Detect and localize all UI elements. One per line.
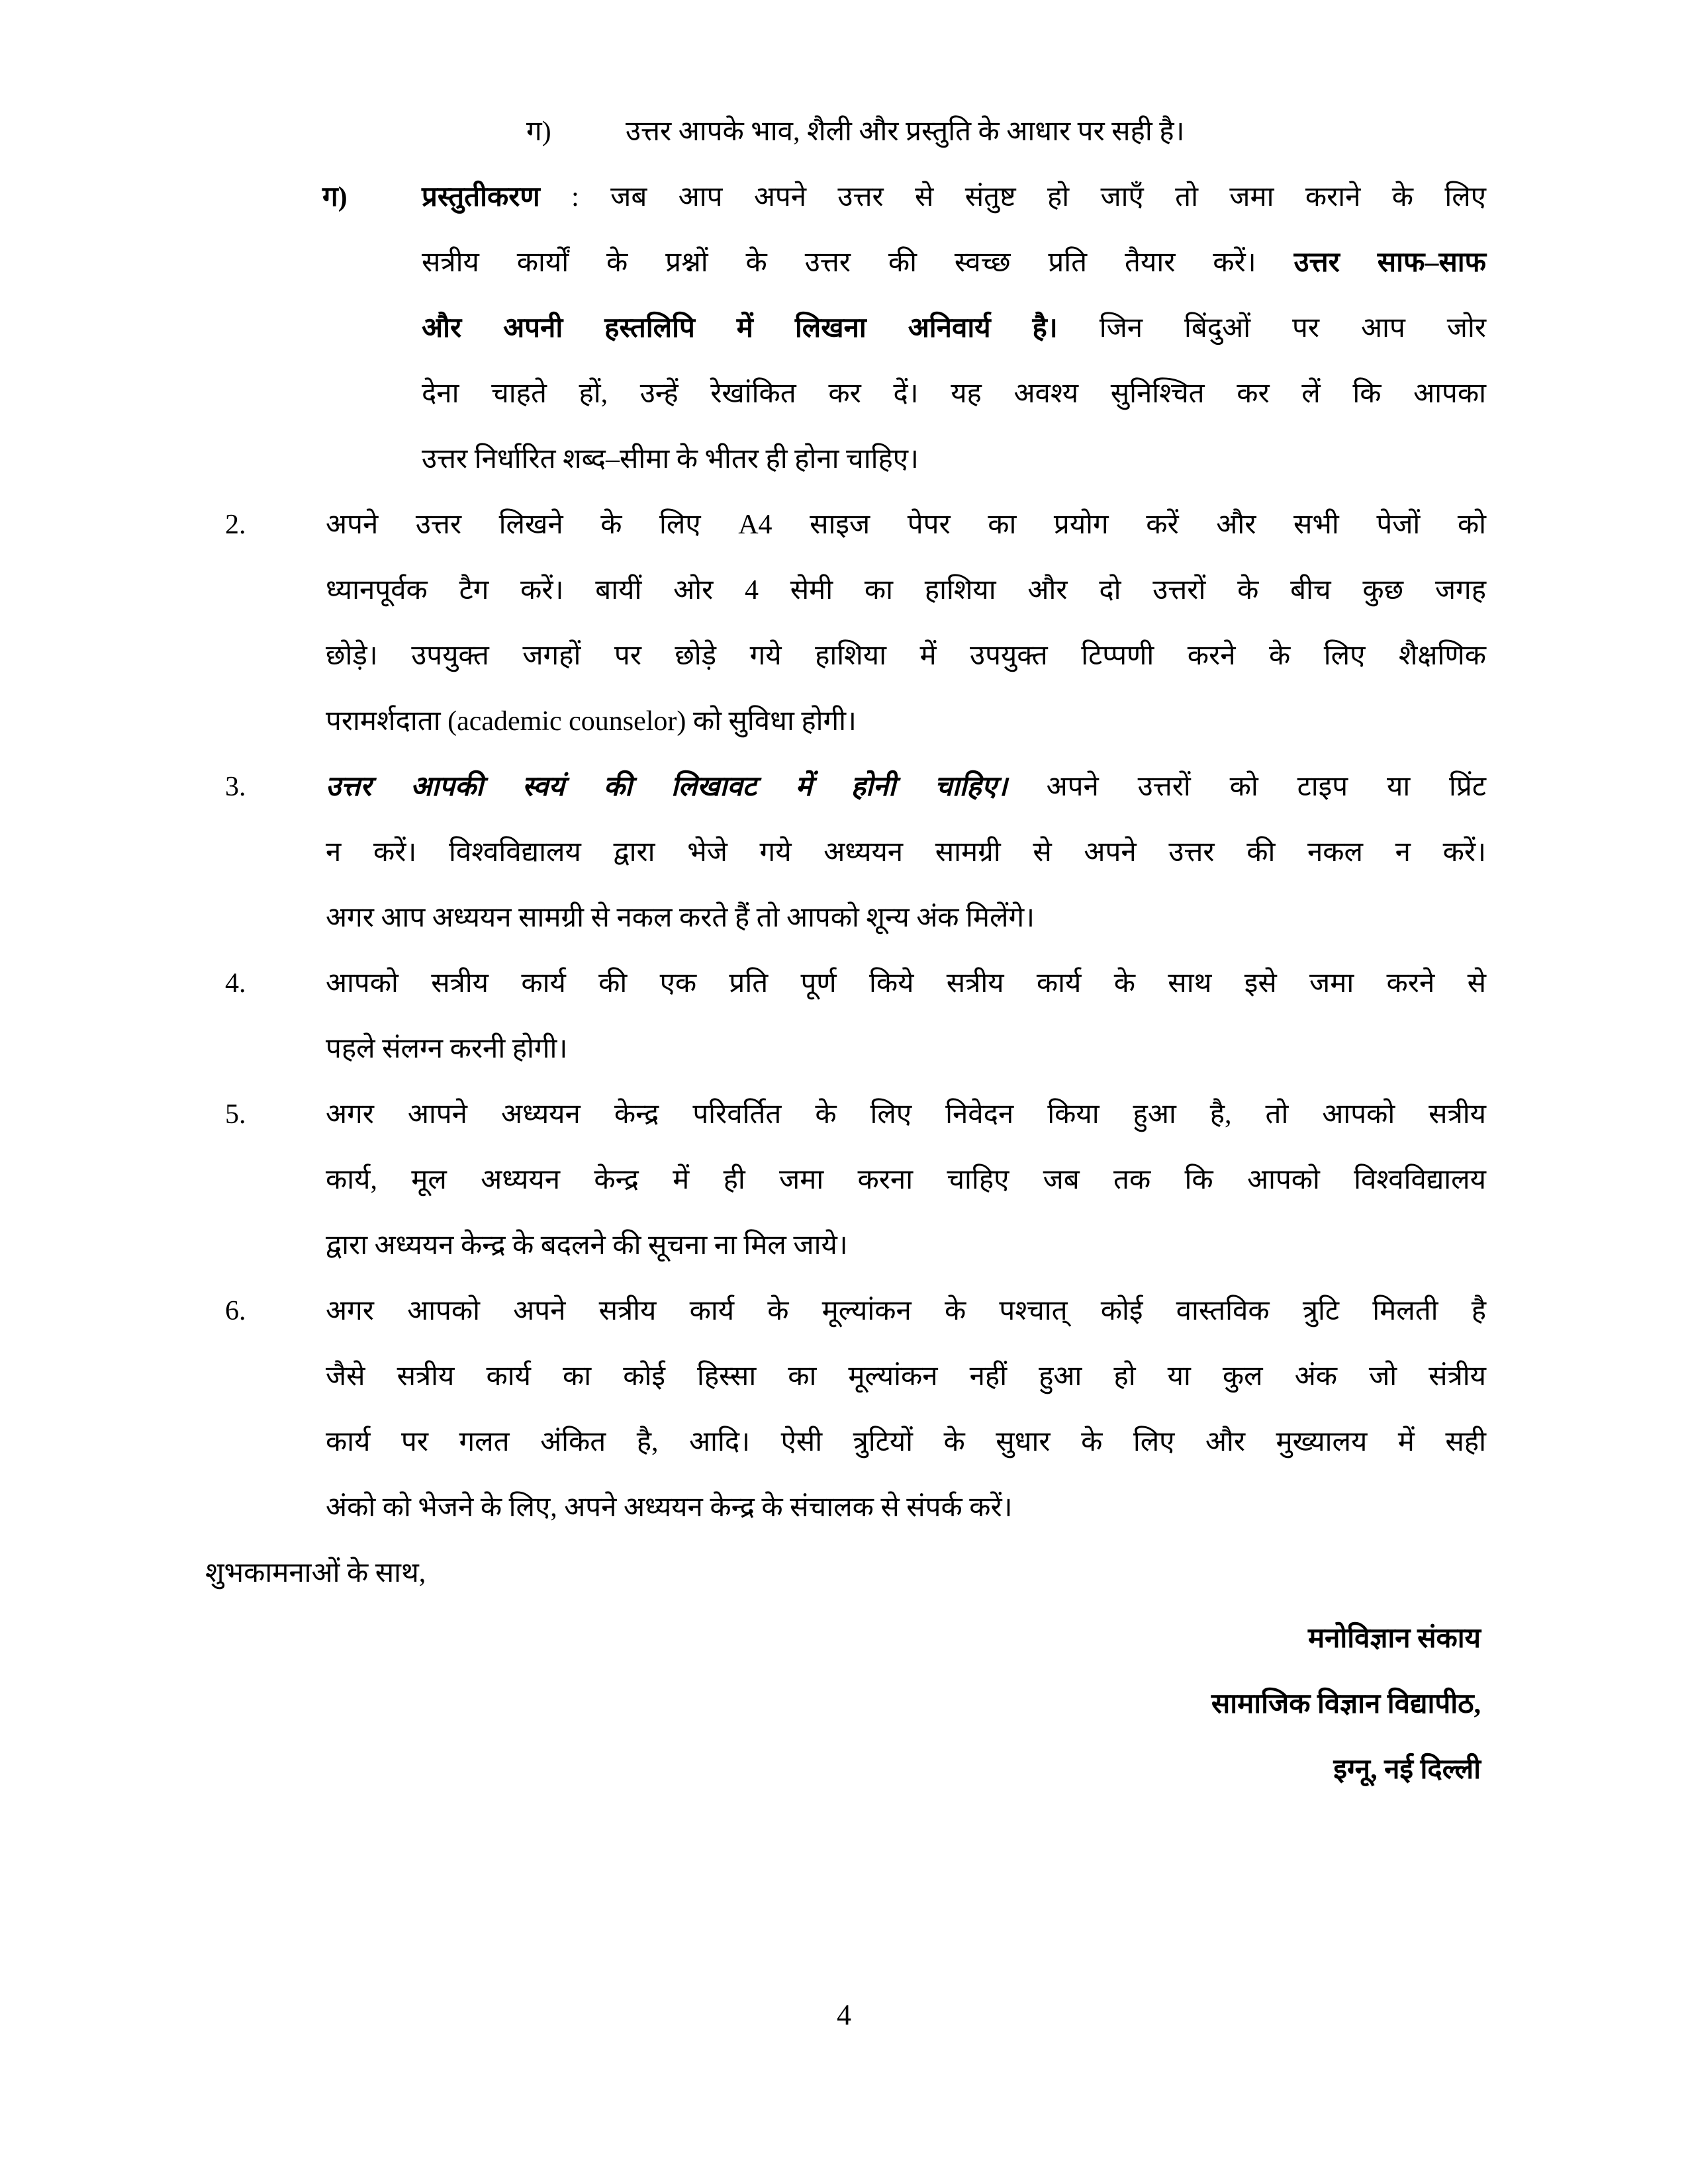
item6-line-4: अंको को भेजने के लिए, अपने अध्ययन केन्द्र के संचालक से संपर्क करें।: [326, 1492, 1013, 1523]
list-marker-3: 3.: [225, 772, 246, 802]
sub-list-item-ga: [526, 99, 1486, 165]
item2-line-3: छोड़े। उपयुक्त जगहों पर छोड़े गये हाशिया में उपयुक्त टिप्पणी करने के लिए शैक्षणिक: [326, 641, 1486, 671]
presentation-line-3-bold: और अपनी हस्तलिपि में लिखना अनिवार्य है।: [422, 313, 1100, 343]
item3-line-2: न करें। विश्वविद्यालय द्वारा भेजे गये अध्ययन सामग्री से अपने उत्तर की नकल न करें।: [326, 837, 1486, 868]
item3-line-1-regular: अपने उत्तरों को टाइप या प्रिंट: [1046, 772, 1486, 802]
presentation-line-2: [422, 230, 1486, 296]
sub-list-marker-ga: ग): [526, 116, 551, 147]
list-item-4: [225, 951, 1486, 1082]
item2-line-1: अपने उत्तर लिखने के लिए A4 साइज पेपर का प्रयोग करें और सभी पेजों को: [326, 510, 1486, 540]
list-item-3: [225, 754, 1486, 951]
list-item-5: [225, 1082, 1486, 1279]
item5-line-3: द्वारा अध्ययन केन्द्र के बदलने की सूचना ना मिल जाये।: [326, 1230, 848, 1261]
closing-salutation: शुभकामनाओं के साथ,: [205, 1558, 426, 1588]
item6-line-3: कार्य पर गलत अंकित है, आदि। ऐसी त्रुटियों के सुधार के लिए और मुख्यालय में सही: [326, 1427, 1486, 1457]
list-marker-2: 2.: [225, 510, 246, 540]
signature-block: [0, 1606, 1481, 1803]
list-marker-presentation: ग): [322, 182, 348, 212]
item2-line-2: ध्यानपूर्वक टैग करें। बायीं ओर 4 सेमी का हाशिया और दो उत्तरों के बीच कुछ जगह: [326, 575, 1486, 606]
presentation-line-3-regular: जिन बिंदुओं पर आप जोर: [1099, 313, 1486, 343]
list-item-presentation: [322, 165, 1486, 492]
signature-university: इग्नू, नई दिल्ली: [1333, 1754, 1481, 1785]
list-marker-6: 6.: [225, 1296, 246, 1326]
list-marker-4: 4.: [225, 968, 246, 999]
presentation-line-2-bold: उत्तर साफ–साफ: [1293, 248, 1486, 278]
presentation-line-4: देना चाहते हों, उन्हें रेखांकित कर दें। यह अवश्य सुनिश्चित कर लें कि आपका: [422, 379, 1486, 409]
item3-line-1: [326, 754, 1486, 820]
signature-faculty: मनोविज्ञान संकाय: [1307, 1623, 1481, 1654]
document-body: [0, 99, 1688, 1803]
presentation-heading: प्रस्तुतीकरण: [422, 182, 540, 212]
item4-line-1: आपको सत्रीय कार्य की एक प्रति पूर्ण किये सत्रीय कार्य के साथ इसे जमा करने से: [326, 968, 1486, 999]
item3-line-3: अगर आप अध्ययन सामग्री से नकल करते हैं तो आपको शून्य अंक मिलेंगे।: [326, 903, 1035, 933]
presentation-line-1: [422, 165, 1486, 230]
item6-line-2: जैसे सत्रीय कार्य का कोई हिस्सा का मूल्यांकन नहीं हुआ हो या कुल अंक जो संत्रीय: [326, 1361, 1486, 1392]
presentation-line-1-text: : जब आप अपने उत्तर से संतुष्ट हो जाएँ तो जमा कराने के लिए: [539, 182, 1486, 212]
presentation-line-5: उत्तर निर्धारित शब्द–सीमा के भीतर ही होना चाहिए।: [422, 444, 919, 475]
item2-line-4: परामर्शदाता (academic counselor) को सुविधा होगी।: [326, 706, 857, 737]
sub-list-item-ga-text: उत्तर आपके भाव, शैली और प्रस्तुति के आधार पर सही है।: [626, 116, 1185, 147]
item5-line-1: अगर आपने अध्ययन केन्द्र परिवर्तित के लिए निवेदन किया हुआ है, तो आपको सत्रीय: [326, 1099, 1486, 1130]
item3-line-1-bold-italic: उत्तर आपकी स्वयं की लिखावट में होनी चाहिए।: [326, 772, 1047, 802]
item6-line-1: अगर आपको अपने सत्रीय कार्य के मूल्यांकन के पश्चात् कोई वास्तविक त्रुटि मिलती है: [326, 1296, 1486, 1326]
presentation-line-2-regular: सत्रीय कार्यों के प्रश्नों के उत्तर की स्वच्छ प्रति तैयार करें।: [422, 248, 1294, 278]
item4-line-2: पहले संलग्न करनी होगी।: [326, 1034, 568, 1064]
list-marker-5: 5.: [225, 1099, 246, 1130]
item5-line-2: कार्य, मूल अध्ययन केन्द्र में ही जमा करना चाहिए जब तक कि आपको विश्वविद्यालय: [326, 1165, 1486, 1195]
signature-school: सामाजिक विज्ञान विद्यापीठ,: [1211, 1689, 1481, 1719]
presentation-line-3: [422, 296, 1486, 361]
list-item-2: [225, 492, 1486, 754]
list-item-6: [225, 1279, 1486, 1541]
page-number: 4: [837, 1999, 851, 2031]
